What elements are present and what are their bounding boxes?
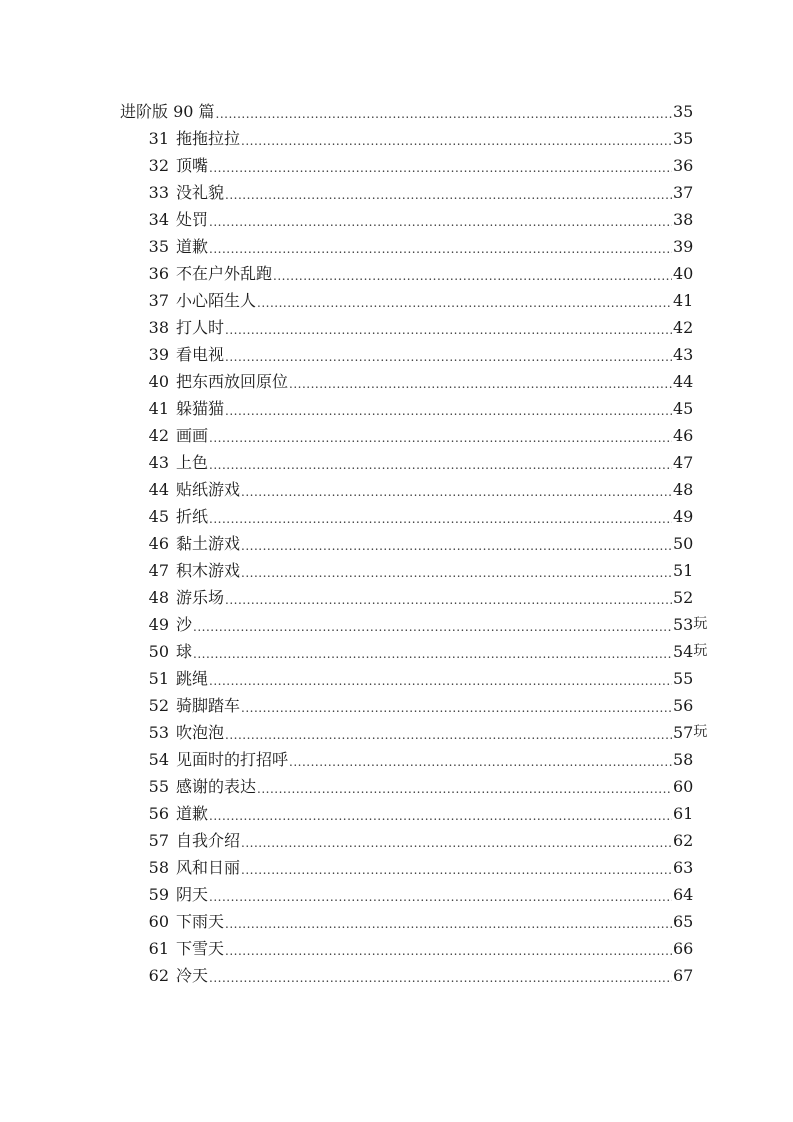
toc-entry-number: 32 — [148, 156, 169, 175]
toc-entry-number: 60 — [148, 912, 169, 931]
toc-entry-number: 35 — [148, 237, 169, 256]
toc-entry[interactable] — [0, 125, 793, 152]
toc-entry-page: 50 — [673, 534, 694, 553]
toc-entry[interactable] — [0, 449, 793, 476]
toc-entry-page: 48 — [673, 480, 694, 499]
toc-leader-dots — [241, 865, 672, 881]
toc-leader-dots — [225, 919, 672, 935]
toc-entry[interactable] — [0, 719, 793, 746]
toc-entry-page: 64 — [673, 885, 694, 904]
toc-entry-page: 67 — [673, 966, 694, 985]
toc-entry-number: 49 — [148, 615, 169, 634]
toc-entry-suffix: 玩 — [693, 616, 708, 632]
toc-entry-page: 60 — [673, 777, 694, 796]
toc-entry[interactable] — [0, 152, 793, 179]
toc-entry-title: 下雨天 — [176, 912, 225, 931]
toc-entry-page: 66 — [673, 939, 694, 958]
toc-entry-page: 36 — [673, 156, 694, 175]
toc-leader-dots — [289, 757, 672, 773]
toc-entry-number: 45 — [148, 507, 169, 526]
toc-leader-dots — [209, 973, 672, 989]
toc-leader-dots — [209, 244, 672, 260]
toc-items — [0, 125, 793, 989]
toc-entry-title: 阴天 — [176, 885, 209, 904]
toc-leader-dots — [257, 784, 672, 800]
toc-entry-page: 63 — [673, 858, 694, 877]
toc-leader-dots — [216, 109, 672, 125]
toc-entry[interactable] — [0, 908, 793, 935]
toc-entry[interactable] — [0, 368, 793, 395]
toc-entry[interactable] — [0, 827, 793, 854]
toc-entry-number: 47 — [148, 561, 169, 580]
toc-entry-page: 43 — [673, 345, 694, 364]
toc-leader-dots — [289, 379, 672, 395]
toc-entry-number: 42 — [148, 426, 169, 445]
toc-entry-page: 37 — [673, 183, 694, 202]
toc-leader-dots — [241, 136, 672, 152]
toc-entry[interactable] — [0, 692, 793, 719]
toc-entry-number: 50 — [148, 642, 169, 661]
toc-entry-number: 51 — [148, 669, 169, 688]
toc-entry-page: 49 — [673, 507, 694, 526]
toc-entry[interactable] — [0, 962, 793, 989]
toc-entry-page: 51 — [673, 561, 694, 580]
toc-entry-title: 顶嘴 — [176, 156, 209, 175]
toc-entry-title: 游乐场 — [176, 588, 225, 607]
toc-section-page: 35 — [673, 102, 694, 121]
toc-entry-title: 躲猫猫 — [176, 399, 225, 418]
toc-leader-dots — [257, 298, 672, 314]
toc-leader-dots — [241, 541, 672, 557]
toc-entry[interactable] — [0, 233, 793, 260]
table-of-contents — [0, 98, 793, 989]
toc-leader-dots — [273, 271, 672, 287]
toc-entry-title: 积木游戏 — [176, 561, 241, 580]
toc-entry-number: 57 — [148, 831, 169, 850]
toc-entry-suffix: 玩 — [693, 724, 708, 740]
toc-entry[interactable] — [0, 341, 793, 368]
toc-entry-number: 62 — [148, 966, 169, 985]
toc-entry-number: 41 — [148, 399, 169, 418]
toc-entry[interactable] — [0, 476, 793, 503]
toc-leader-dots — [225, 595, 672, 611]
toc-entry-title: 沙 — [176, 615, 193, 634]
toc-entry-page: 40 — [673, 264, 694, 283]
toc-leader-dots — [209, 676, 672, 692]
toc-entry-title: 没礼貌 — [176, 183, 225, 202]
toc-leader-dots — [225, 730, 672, 746]
toc-entry-title: 冷天 — [176, 966, 209, 985]
toc-entry-title: 把东西放回原位 — [176, 372, 289, 391]
toc-entry-title: 自我介绍 — [176, 831, 241, 850]
toc-entry-page: 44 — [673, 372, 694, 391]
toc-entry-page: 47 — [673, 453, 694, 472]
toc-entry[interactable] — [0, 503, 793, 530]
toc-entry-page: 39 — [673, 237, 694, 256]
toc-entry-title: 不在户外乱跑 — [176, 264, 273, 283]
toc-entry[interactable] — [0, 422, 793, 449]
toc-entry-page: 55 — [673, 669, 694, 688]
toc-entry-suffix: 玩 — [693, 643, 708, 659]
toc-entry[interactable] — [0, 800, 793, 827]
toc-leader-dots — [209, 163, 672, 179]
toc-entry-number: 58 — [148, 858, 169, 877]
toc-leader-dots — [209, 892, 672, 908]
toc-entry-number: 39 — [148, 345, 169, 364]
toc-entry[interactable] — [0, 395, 793, 422]
toc-entry-page: 58 — [673, 750, 694, 769]
toc-leader-dots — [225, 190, 672, 206]
toc-entry-number: 44 — [148, 480, 169, 499]
toc-entry-page: 62 — [673, 831, 694, 850]
toc-entry-title: 拖拖拉拉 — [176, 129, 241, 148]
toc-entry[interactable] — [0, 314, 793, 341]
toc-entry-number: 56 — [148, 804, 169, 823]
toc-leader-dots — [225, 325, 672, 341]
toc-entry-page: 57 — [673, 723, 694, 742]
toc-entry-number: 52 — [148, 696, 169, 715]
toc-leader-dots — [209, 433, 672, 449]
toc-entry[interactable] — [0, 935, 793, 962]
toc-entry-page: 52 — [673, 588, 694, 607]
toc-section-label: 进阶版 90 篇 — [120, 102, 215, 121]
toc-entry-title: 打人时 — [176, 318, 225, 337]
toc-leader-dots — [241, 568, 672, 584]
toc-entry-title: 处罚 — [176, 210, 209, 229]
toc-entry-number: 43 — [148, 453, 169, 472]
toc-entry[interactable] — [0, 557, 793, 584]
toc-entry-number: 55 — [148, 777, 169, 796]
toc-entry-number: 48 — [148, 588, 169, 607]
toc-leader-dots — [241, 838, 672, 854]
toc-entry[interactable] — [0, 179, 793, 206]
toc-leader-dots — [225, 352, 672, 368]
toc-entry-number: 34 — [148, 210, 169, 229]
toc-entry-title: 下雪天 — [176, 939, 225, 958]
toc-entry-title: 黏土游戏 — [176, 534, 241, 553]
toc-entry[interactable] — [0, 206, 793, 233]
toc-section-heading[interactable] — [0, 98, 793, 125]
toc-leader-dots — [225, 406, 672, 422]
toc-entry-title: 骑脚踏车 — [176, 696, 241, 715]
toc-entry-number: 40 — [148, 372, 169, 391]
toc-entry-title: 看电视 — [176, 345, 225, 364]
toc-entry[interactable] — [0, 260, 793, 287]
toc-entry-title: 吹泡泡 — [176, 723, 225, 742]
toc-entry-page: 53 — [673, 615, 694, 634]
toc-entry[interactable] — [0, 665, 793, 692]
toc-entry-title: 见面时的打招呼 — [176, 750, 289, 769]
toc-entry-page: 38 — [673, 210, 694, 229]
toc-leader-dots — [209, 460, 672, 476]
toc-entry-title: 跳绳 — [176, 669, 209, 688]
toc-entry-page: 54 — [673, 642, 694, 661]
toc-entry[interactable] — [0, 881, 793, 908]
toc-entry-number: 37 — [148, 291, 169, 310]
toc-entry[interactable] — [0, 611, 793, 638]
toc-entry-number: 61 — [148, 939, 169, 958]
toc-entry-number: 33 — [148, 183, 169, 202]
toc-entry[interactable] — [0, 584, 793, 611]
toc-entry-page: 45 — [673, 399, 694, 418]
toc-entry-title: 风和日丽 — [176, 858, 241, 877]
toc-leader-dots — [209, 811, 672, 827]
toc-entry[interactable] — [0, 773, 793, 800]
toc-entry[interactable] — [0, 287, 793, 314]
toc-entry-page: 56 — [673, 696, 694, 715]
toc-leader-dots — [241, 487, 672, 503]
toc-entry[interactable] — [0, 638, 793, 665]
toc-entry-title: 感谢的表达 — [176, 777, 257, 796]
toc-entry-title: 道歉 — [176, 804, 209, 823]
toc-entry-title: 球 — [176, 642, 193, 661]
toc-entry-page: 35 — [673, 129, 694, 148]
toc-leader-dots — [193, 649, 672, 665]
toc-entry[interactable] — [0, 746, 793, 773]
toc-leader-dots — [225, 946, 672, 962]
toc-entry-number: 53 — [148, 723, 169, 742]
toc-entry-page: 46 — [673, 426, 694, 445]
toc-leader-dots — [193, 622, 672, 638]
toc-entry-number: 46 — [148, 534, 169, 553]
toc-entry-title: 道歉 — [176, 237, 209, 256]
toc-entry-title: 上色 — [176, 453, 209, 472]
toc-entry-title: 贴纸游戏 — [176, 480, 241, 499]
toc-entry-number: 36 — [148, 264, 169, 283]
toc-entry-page: 65 — [673, 912, 694, 931]
toc-entry-title: 小心陌生人 — [176, 291, 257, 310]
toc-entry-number: 54 — [148, 750, 169, 769]
toc-entry-number: 59 — [148, 885, 169, 904]
toc-entry[interactable] — [0, 854, 793, 881]
toc-entry-title: 折纸 — [176, 507, 209, 526]
toc-leader-dots — [209, 514, 672, 530]
toc-entry[interactable] — [0, 530, 793, 557]
toc-entry-number: 31 — [148, 129, 169, 148]
toc-entry-page: 42 — [673, 318, 694, 337]
toc-leader-dots — [241, 703, 672, 719]
toc-entry-title: 画画 — [176, 426, 209, 445]
toc-leader-dots — [209, 217, 672, 233]
toc-entry-number: 38 — [148, 318, 169, 337]
toc-entry-page: 41 — [673, 291, 694, 310]
toc-entry-page: 61 — [673, 804, 694, 823]
